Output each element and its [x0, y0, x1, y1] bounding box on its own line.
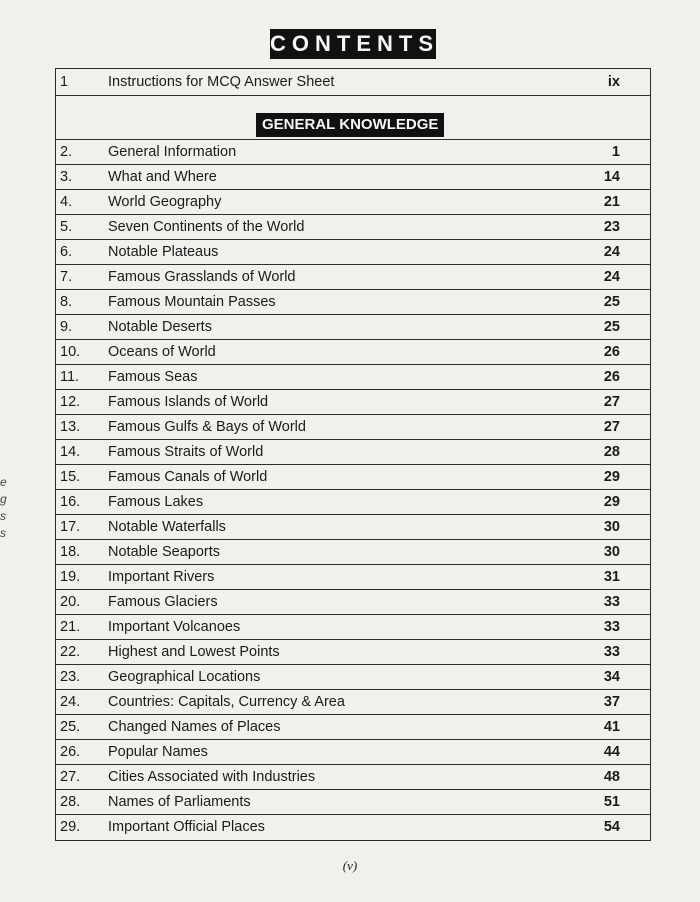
- entry-number: 11.: [60, 369, 80, 385]
- entry-number: 4.: [60, 194, 73, 210]
- entry-number: 21.: [60, 619, 81, 635]
- bleed-char: e: [0, 475, 7, 489]
- entry-number: 3.: [60, 169, 73, 185]
- toc-row: [56, 640, 650, 665]
- entry-page: 48: [603, 769, 620, 785]
- bleed-char: s: [0, 526, 6, 540]
- entry-title: Countries: Capitals, Currency & Area: [108, 694, 345, 710]
- entry-page: 41: [603, 719, 620, 735]
- entry-title: Cities Associated with Industries: [108, 769, 316, 785]
- entry-page: 28: [603, 444, 620, 460]
- entry-title: Famous Glaciers: [108, 594, 218, 610]
- toc-row: [56, 415, 650, 440]
- toc-row: [56, 565, 650, 590]
- entry-title: Oceans of World: [108, 344, 216, 360]
- toc-row: [56, 615, 650, 640]
- page-title: CONTENTS: [270, 29, 436, 59]
- entry-title: Important Rivers: [108, 569, 215, 585]
- entry-title: Popular Names: [108, 744, 208, 760]
- entry-title: Famous Seas: [108, 369, 198, 385]
- toc-row: [56, 315, 650, 340]
- entry-number: 16.: [60, 494, 81, 510]
- toc-entries: [56, 140, 650, 840]
- entry-title: Changed Names of Places: [108, 719, 281, 735]
- section-heading: GENERAL KNOWLEDGE: [256, 113, 444, 137]
- entry-title: What and Where: [108, 169, 217, 185]
- toc-row: [56, 490, 650, 515]
- entry-title: Names of Parliaments: [108, 794, 251, 810]
- bleed-char: s: [0, 509, 6, 523]
- entry-number: 6.: [60, 244, 73, 260]
- toc-row: [56, 265, 650, 290]
- entry-page: 34: [603, 669, 620, 685]
- toc-row: [56, 140, 650, 165]
- toc-row: [56, 715, 650, 740]
- toc-row: [56, 665, 650, 690]
- entry-number: 14.: [60, 444, 81, 460]
- entry-title: Famous Islands of World: [108, 394, 269, 410]
- entry-page: 26: [603, 344, 620, 360]
- entry-number: 22.: [60, 644, 81, 660]
- entry-number: 18.: [60, 544, 81, 560]
- entry-title: Notable Plateaus: [108, 244, 219, 260]
- entry-title: Notable Waterfalls: [108, 519, 226, 535]
- entry-page: ix: [607, 74, 620, 90]
- entry-number: 26.: [60, 744, 81, 760]
- entry-page: 33: [603, 594, 620, 610]
- toc-row: [56, 215, 650, 240]
- entry-page: 25: [603, 319, 620, 335]
- entry-page: 31: [603, 569, 620, 585]
- page-number: (v): [342, 858, 358, 873]
- entry-page: 25: [603, 294, 620, 310]
- entry-number: 7.: [60, 269, 73, 285]
- entry-page: 54: [603, 819, 620, 835]
- toc-row: [56, 365, 650, 390]
- entry-number: 1: [60, 74, 69, 90]
- toc-row: [56, 740, 650, 765]
- entry-title: Notable Deserts: [108, 319, 212, 335]
- entry-number: 9.: [60, 319, 73, 335]
- entry-title: Notable Seaports: [108, 544, 221, 560]
- entry-number: 2.: [60, 144, 73, 160]
- toc-row: [56, 765, 650, 790]
- toc-row: [56, 190, 650, 215]
- entry-number: 15.: [60, 469, 81, 485]
- entry-title: Important Volcanoes: [108, 619, 241, 635]
- toc-row: [56, 590, 650, 615]
- entry-page: 27: [603, 394, 620, 410]
- entry-page: 44: [603, 744, 620, 760]
- section-row: [56, 96, 650, 140]
- entry-title: Famous Canals of World: [108, 469, 268, 485]
- toc-row: [56, 290, 650, 315]
- entry-number: 28.: [60, 794, 81, 810]
- entry-title: World Geography: [108, 194, 222, 210]
- entry-number: 5.: [60, 219, 73, 235]
- entry-number: 27.: [60, 769, 81, 785]
- entry-number: 12.: [60, 394, 81, 410]
- entry-number: 24.: [60, 694, 81, 710]
- entry-number: 13.: [60, 419, 81, 435]
- toc-row: [56, 465, 650, 490]
- entry-title: Famous Gulfs & Bays of World: [108, 419, 306, 435]
- entry-page: 24: [603, 269, 620, 285]
- toc-row: [56, 690, 650, 715]
- entry-number: 8.: [60, 294, 73, 310]
- entry-title: Famous Lakes: [108, 494, 204, 510]
- toc-row: [56, 515, 650, 540]
- entry-title: Instructions for MCQ Answer Sheet: [108, 74, 335, 90]
- toc-row: [56, 815, 650, 840]
- entry-page: 37: [603, 694, 620, 710]
- toc-row: [56, 390, 650, 415]
- entry-title: Seven Continents of the World: [108, 219, 305, 235]
- entry-title: Famous Mountain Passes: [108, 294, 276, 310]
- entry-page: 26: [603, 369, 620, 385]
- entry-page: 33: [603, 644, 620, 660]
- contents-table: [55, 68, 651, 841]
- bleed-char: g: [0, 492, 7, 506]
- entry-page: 29: [603, 494, 620, 510]
- toc-row: [56, 790, 650, 815]
- entry-page: 14: [603, 169, 620, 185]
- entry-number: 29.: [60, 819, 81, 835]
- entry-number: 25.: [60, 719, 81, 735]
- entry-page: 24: [603, 244, 620, 260]
- entry-number: 17.: [60, 519, 81, 535]
- entry-page: 33: [603, 619, 620, 635]
- entry-title: Important Official Places: [108, 819, 265, 835]
- entry-page: 29: [603, 469, 620, 485]
- toc-row: [56, 440, 650, 465]
- entry-number: 10.: [60, 344, 81, 360]
- entry-number: 23.: [60, 669, 81, 685]
- entry-page: 30: [603, 544, 620, 560]
- toc-row: [56, 340, 650, 365]
- toc-row: [56, 240, 650, 265]
- toc-row: [56, 540, 650, 565]
- entry-title: Geographical Locations: [108, 669, 261, 685]
- margin-bleed-text: [0, 474, 7, 542]
- toc-row: [56, 69, 650, 96]
- entry-page: 30: [603, 519, 620, 535]
- entry-page: 23: [603, 219, 620, 235]
- entry-page: 21: [603, 194, 620, 210]
- entry-title: Highest and Lowest Points: [108, 644, 280, 660]
- entry-page: 1: [611, 144, 620, 160]
- entry-number: 19.: [60, 569, 81, 585]
- entry-number: 20.: [60, 594, 81, 610]
- entry-title: Famous Straits of World: [108, 444, 264, 460]
- entry-page: 27: [603, 419, 620, 435]
- entry-title: Famous Grasslands of World: [108, 269, 296, 285]
- entry-title: General Information: [108, 144, 237, 160]
- entry-page: 51: [603, 794, 620, 810]
- toc-row: [56, 165, 650, 190]
